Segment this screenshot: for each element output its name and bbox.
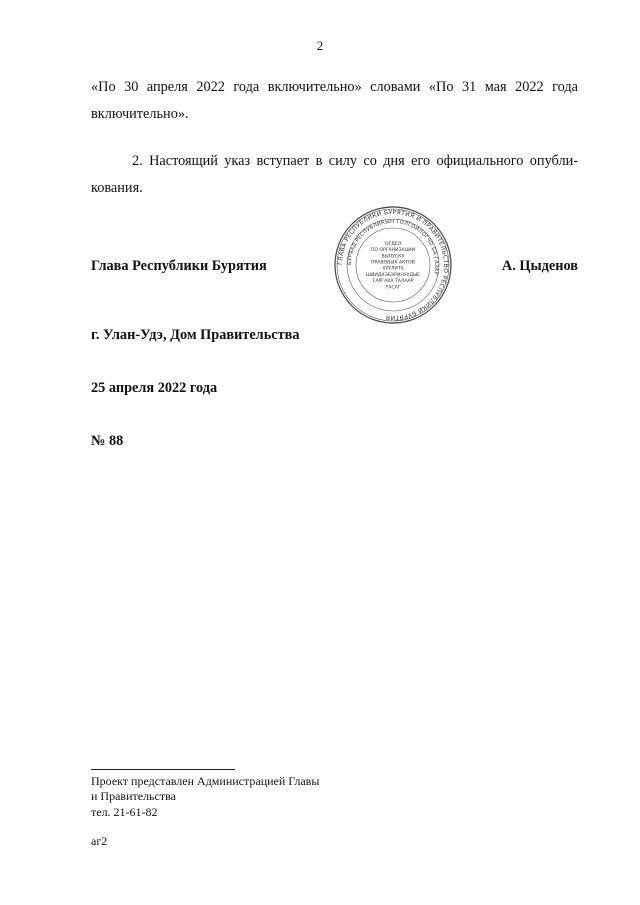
seal-center-line: ОТДЕЛ (384, 241, 402, 247)
footnote-code: аг2 (91, 834, 108, 848)
decree-number: № 88 (91, 433, 124, 449)
seal-center-line: ШИИДХЭБЭРИНУУДЫЕ (366, 272, 420, 278)
footnote-line-1: Проект представлен Администрацией Главы (91, 774, 320, 788)
seal-outer-text: ГЛАВА РЕСПУБЛИКИ БУРЯТИЯ И ПРАВИТЕЛЬСТВО РЕСПУБЛИКИ БУРЯТИЯ (336, 208, 450, 322)
footnote-phone: тел. 21-61-82 (91, 805, 158, 819)
seal-center-line: ХУУЛИТА (382, 266, 404, 272)
seal-center-line: ПО ОРГАНИЗАЦИИ (370, 248, 416, 254)
footnote-line-2: и Правительства (91, 789, 176, 803)
seal-inner-text: БУРЯАД РЕСПУБЛИКЫН ТОЛГОЙЛОГЧО БА ГАЗАР (346, 218, 440, 276)
paragraph-amendment: «По 30 апреля 2022 года включительно» словами «По 31 мая 2022 года включительно». (91, 79, 578, 122)
signatory-title: Глава Республики Бурятия (91, 258, 267, 274)
seal-center-line: ВЫПУСКА (381, 254, 405, 260)
seal-center-line: ГАРГАХА ТАЛААР (372, 279, 414, 285)
seal-center-line: ТАСАГ (385, 285, 401, 291)
signatory-name: А. Цыденов (501, 258, 578, 274)
page-number: 2 (316, 38, 324, 53)
decree-date: 25 апреля 2022 года (91, 380, 218, 396)
paragraph-effective-date: 2. Настоящий указ вступает в силу со дня его официального опубли-кования. (91, 153, 578, 196)
footnote-divider (91, 769, 235, 770)
official-seal (333, 205, 453, 325)
place-of-signing: г. Улан-Удэ, Дом Правительства (91, 327, 300, 343)
seal-center-text (366, 241, 420, 290)
seal-center-line: ПРАВОВЫХ АКТОВ (371, 260, 415, 266)
